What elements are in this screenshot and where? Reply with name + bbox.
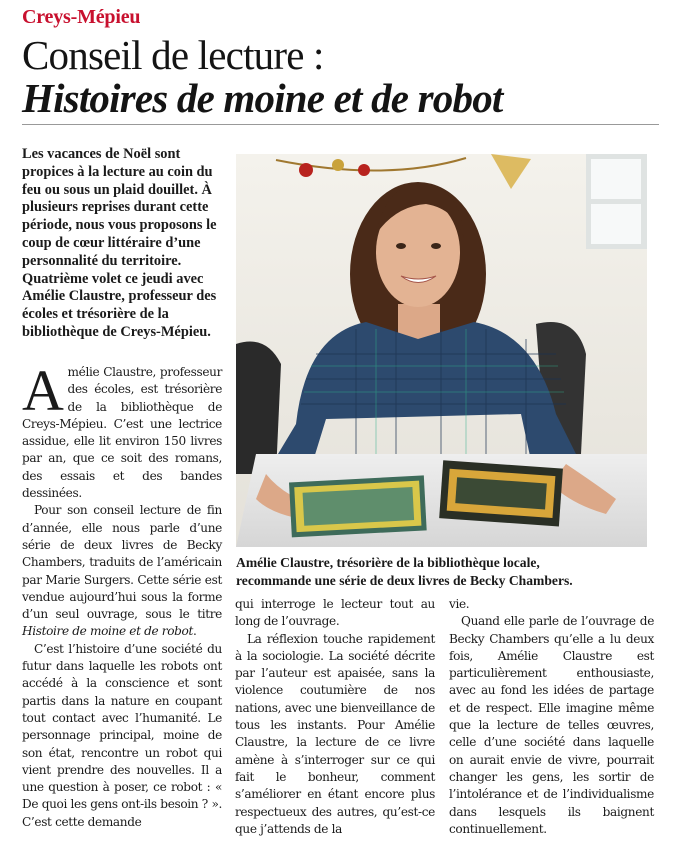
paragraph-2-text: Pour son conseil lecture de fin d’année, elle nous parle d’une série de deux livres de Becky Chambers, traduits de l’américain par Marie Surgers. Cette série est vendue aujourd’hui sous la forme d’un seul ouvrage, sous le titre [22, 503, 222, 622]
paragraph-4: La réflexion touche rapidement à la sociologie. La société décrite par l’auteur est apaisée, sans la violence coutumière de nos nations, avec une bienveillance de tous les instants. Pour Amélie Claustre, la lecture de ce livre amène à s’interroger sur ce qui fait le bonheur, comment s’améliorer en étant encore plus respectueux des autres, qu’est-ce que j’attends de la [235, 631, 435, 836]
paragraph-2 [22, 502, 222, 640]
paragraph-1-text: mélie Claustre, professeur des écoles, est trésorière de la bibliothèque de Creys-Mépieu. C’est une lectrice assidue, elle lit environ 150 livres par an, que ce soit des romans, des essais et des bandes dessinées. [22, 365, 222, 501]
caption-line1: Amélie Claustre, trésorière de la bibliothèque locale, [236, 555, 540, 570]
headline-line1: Conseil de lecture : [22, 32, 324, 78]
headline-line2: Histoires de moine et de robot [22, 75, 503, 121]
paragraph-4-continued: vie. [449, 597, 470, 611]
article-column-3 [449, 596, 654, 838]
header-divider [22, 124, 659, 125]
headline [22, 34, 662, 120]
drop-cap: A [22, 358, 64, 423]
article-column-2 [235, 596, 435, 838]
paragraph-3: C’est l’histoire d’une société du futur dans laquelle les robots ont accédé à la conscience et sont partis dans la nature en coupant tout contact avec l’humanité. Le personnage principal, moine de son état, rencontre un robot qui vient prendre des nouvelles. Il a une question à poser, ce robot : « De quoi les gens ont-ils besoin ? ». C’est cette demande [22, 641, 222, 829]
article-column-1 [22, 358, 222, 831]
section-kicker: Creys-Mépieu [22, 6, 141, 28]
photo-illustration [236, 154, 647, 547]
paragraph-1 [22, 358, 222, 502]
paragraph-2-end: . [192, 624, 197, 639]
article-photo [236, 154, 647, 547]
photo-caption [236, 554, 656, 590]
lead-paragraph: Les vacances de Noël sont propices à la lecture au coin du feu ou sous un plaid douillet. À plusieurs reprises durant cette période, nous vous proposons le coup de cœur littéraire d’une personnalité du territoire. Quatrième volet ce jeudi avec Amélie Claustre, professeur des écoles et trésorière de la bibliothèque de Creys-Mépieu. [22, 146, 217, 340]
paragraph-3-continued: qui interroge le lecteur tout au long de l’ouvrage. [235, 597, 435, 629]
caption-line2: recommande une série de deux livres de Becky Chambers. [236, 573, 573, 588]
book-title: Histoire de moine et de robot [22, 624, 193, 639]
paragraph-5: Quand elle parle de l’ouvrage de Becky Chambers qu’elle a lu deux fois, Amélie Claustre est particulièrement enthousiaste, avec au fond les idées de partage et de respect. Elle imagine même que la lecture de telles œuvres, celle d’une société dans laquelle on aurait envie de vivre, pourrait changer les gens, les sortir de l’intolérance et de l’individualisme dans lesquels ils baignent continuellement. [449, 614, 654, 836]
